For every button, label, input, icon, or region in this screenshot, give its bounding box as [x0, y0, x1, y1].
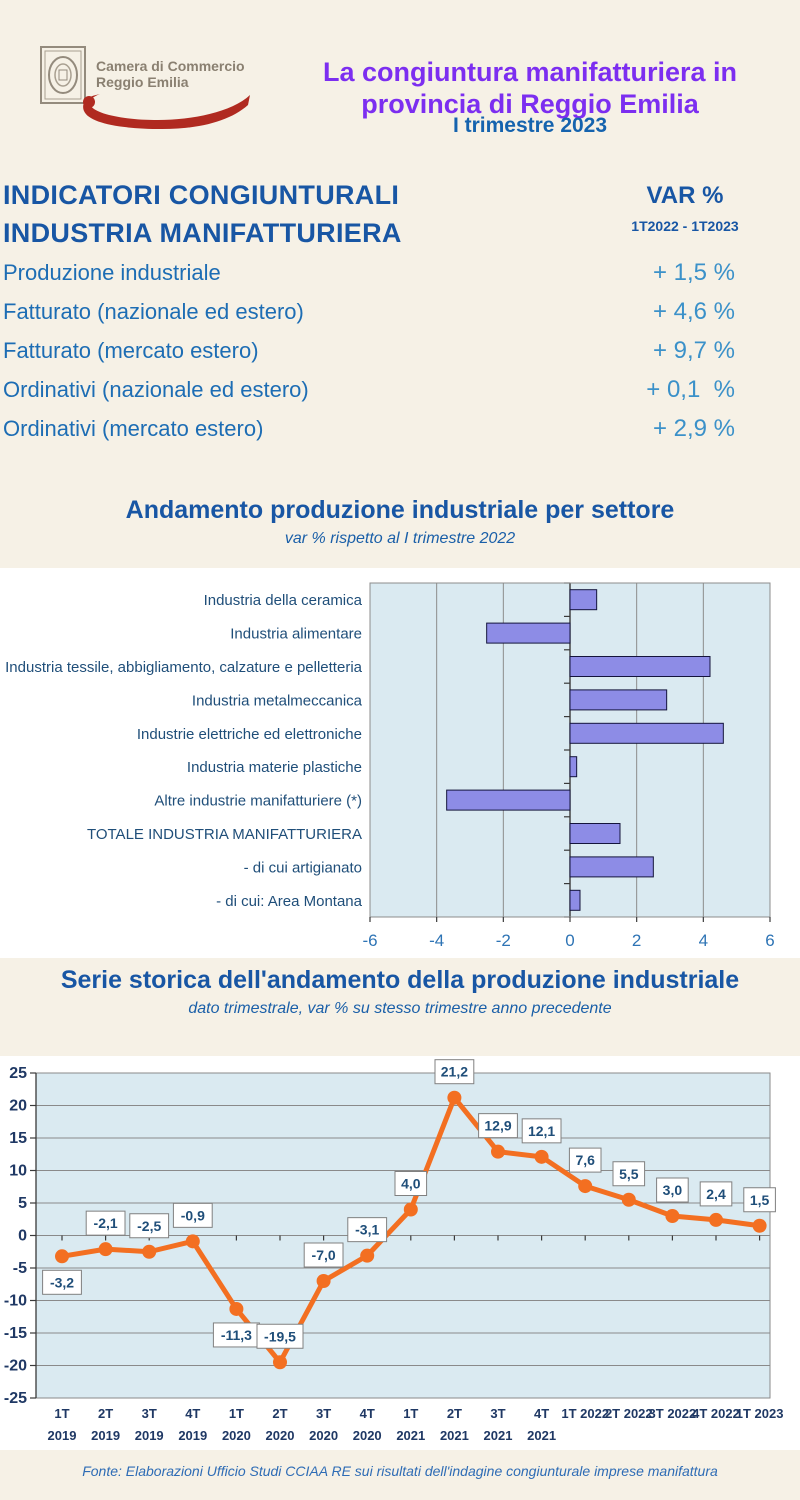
x-tick-label: 1T 2022	[561, 1406, 610, 1421]
history-line-chart-svg	[0, 1056, 800, 1450]
data-point-marker	[753, 1219, 767, 1233]
data-point-marker	[709, 1213, 723, 1227]
data-label: -2,5	[137, 1217, 162, 1234]
var-period-label: 1T2022 - 1T2023	[631, 218, 739, 234]
page-title-line2: provincia di Reggio Emilia	[361, 89, 699, 120]
data-point-marker	[404, 1203, 418, 1217]
x-tick-label: 0	[565, 931, 575, 950]
data-label: -3,2	[49, 1274, 75, 1291]
x-tick-label: 2019	[178, 1428, 208, 1443]
indicator-label: Ordinativi (nazionale ed estero)	[3, 377, 309, 402]
y-tick-label: -20	[3, 1357, 27, 1375]
x-tick-label: 2T	[272, 1406, 288, 1421]
y-tick-label: 20	[9, 1097, 27, 1115]
sector-bar	[570, 824, 620, 844]
y-tick-label: -25	[3, 1390, 27, 1407]
x-tick-label: 2020	[265, 1428, 295, 1443]
x-tick-label: -4	[429, 931, 445, 950]
indicator-row	[3, 298, 735, 337]
sector-bar	[570, 857, 653, 877]
source-footer: Fonte: Elaborazioni Ufficio Studi CCIAA RE sui risultati dell'indagine congiunturale imprese manifattura	[82, 1463, 718, 1479]
category-label: Industrie elettriche ed elettroniche	[136, 725, 362, 743]
indicators-heading-line2: INDUSTRIA MANIFATTURIERA	[3, 218, 402, 248]
logo-org-name	[96, 58, 245, 90]
page-title-line1: La congiuntura manifatturiera in	[322, 57, 738, 88]
sector-bar	[570, 690, 667, 710]
category-label: Altre industrie manifatturiere (*)	[154, 792, 362, 810]
indicator-row	[3, 337, 735, 376]
data-label: 7,6	[575, 1152, 595, 1169]
x-tick-label: -6	[362, 931, 378, 950]
indicators-heading	[3, 176, 402, 252]
y-tick-label: 0	[18, 1227, 27, 1245]
category-label: Industria metalmeccanica	[191, 692, 362, 710]
indicator-label: Fatturato (mercato estero)	[3, 338, 259, 363]
x-tick-label: 4T 2022	[692, 1406, 740, 1421]
data-point-marker	[186, 1234, 200, 1248]
period-subtitle: I trimestre 2023	[452, 114, 608, 137]
data-point-marker	[142, 1245, 156, 1259]
x-tick-label: -2	[495, 931, 511, 950]
data-point-marker	[273, 1355, 287, 1369]
y-tick-label: 15	[9, 1130, 27, 1147]
x-tick-label: 6	[765, 931, 775, 950]
sector-bar	[570, 757, 577, 777]
x-tick-label: 2020	[352, 1428, 382, 1443]
category-label: Industria alimentare	[230, 625, 362, 643]
x-tick-label: 2019	[134, 1428, 164, 1443]
x-tick-label: 2019	[91, 1428, 121, 1443]
data-point-marker	[535, 1150, 549, 1164]
y-tick-label: 10	[9, 1162, 27, 1180]
sector-bar	[570, 723, 723, 743]
indicator-label: Ordinativi (mercato estero)	[3, 416, 264, 441]
x-tick-label: 2020	[309, 1428, 339, 1443]
x-tick-label: 2T 2022	[604, 1406, 653, 1421]
var-percent-label: VAR %	[646, 182, 724, 209]
data-point-marker	[665, 1209, 679, 1223]
indicator-row	[3, 415, 735, 454]
indicator-row	[3, 259, 735, 298]
sector-bar	[487, 623, 570, 643]
x-tick-label: 4T	[359, 1406, 375, 1421]
page-title	[270, 56, 790, 120]
x-tick-label: 2021	[483, 1428, 513, 1443]
x-tick-label: 2021	[396, 1428, 426, 1443]
x-tick-label: 2021	[439, 1428, 469, 1443]
data-point-marker	[491, 1145, 505, 1159]
y-tick-label: -5	[12, 1260, 27, 1277]
indicator-value: + 4,6 %	[652, 298, 735, 325]
data-label: -7,0	[311, 1247, 336, 1263]
data-label: -0,9	[180, 1207, 205, 1224]
indicator-list	[3, 259, 735, 454]
data-label: 12,1	[527, 1122, 556, 1139]
sector-chart-title: Andamento produzione industriale per settore	[125, 496, 675, 524]
data-label: 12,9	[484, 1117, 512, 1134]
data-point-marker	[229, 1302, 243, 1316]
data-point-marker	[317, 1274, 331, 1288]
data-label: 1,5	[749, 1191, 770, 1208]
indicator-value: + 9,7 %	[652, 337, 735, 364]
category-label: - di cui artigianato	[243, 859, 362, 877]
sector-bar	[570, 890, 580, 910]
indicators-heading-line1: INDICATORI CONGIUNTURALI	[3, 180, 400, 210]
data-point-marker	[578, 1179, 592, 1193]
history-chart-subtitle: dato trimestrale, var % su stesso trimestre anno precedente	[188, 1000, 612, 1017]
x-tick-label: 1T	[228, 1406, 244, 1421]
logo-swoosh-icon	[80, 92, 252, 130]
x-tick-label: 2T	[98, 1406, 114, 1421]
x-tick-label: 1T	[403, 1406, 419, 1421]
category-label: Industria tessile, abbigliamento, calzature e pelletteria	[5, 659, 362, 676]
data-label: 4,0	[401, 1175, 421, 1192]
data-label: 5,5	[619, 1165, 639, 1182]
category-label: - di cui: Area Montana	[216, 892, 362, 910]
logo-org-line2: Reggio Emilia	[96, 74, 189, 90]
data-point-marker	[55, 1249, 69, 1263]
data-label: -19,5	[264, 1328, 296, 1345]
x-tick-label: 1T	[54, 1406, 70, 1421]
category-label: Industria della ceramica	[203, 592, 362, 610]
y-tick-label: -15	[3, 1325, 27, 1342]
x-tick-label: 3T	[141, 1406, 157, 1421]
data-label: -11,3	[220, 1326, 252, 1343]
indicator-row	[3, 376, 735, 415]
category-label: TOTALE INDUSTRIA MANIFATTURIERA	[86, 826, 362, 843]
history-chart-title: Serie storica dell'andamento della produzione industriale	[60, 966, 740, 994]
x-tick-label: 2019	[47, 1428, 77, 1443]
indicator-value: + 1,5 %	[652, 259, 735, 286]
data-label: 2,4	[706, 1185, 726, 1202]
data-label: -3,1	[355, 1221, 380, 1238]
x-tick-label: 4	[698, 931, 709, 950]
history-line-chart	[0, 1056, 800, 1450]
category-label: Industria materie plastiche	[186, 759, 362, 777]
y-tick-label: -10	[3, 1292, 27, 1310]
x-tick-label: 3T 2022	[648, 1406, 697, 1421]
x-tick-label: 2021	[527, 1428, 557, 1443]
x-tick-label: 2020	[221, 1428, 251, 1443]
sector-bar	[570, 590, 597, 610]
data-label: -2,1	[93, 1215, 118, 1232]
x-tick-label: 3T	[490, 1406, 506, 1421]
sector-bar-chart	[0, 568, 800, 958]
data-label: 21,2	[440, 1063, 469, 1080]
data-point-marker	[99, 1242, 113, 1256]
indicator-label: Fatturato (nazionale ed estero)	[3, 299, 304, 324]
x-tick-label: 2T	[446, 1406, 462, 1421]
indicator-value: + 0,1 %	[646, 376, 735, 403]
x-tick-label: 1T 2023	[735, 1406, 784, 1421]
indicator-value: + 2,9 %	[652, 415, 735, 442]
logo-org-line1: Camera di Commercio	[96, 58, 245, 74]
sector-bar-chart-svg	[0, 568, 800, 958]
indicator-label: Produzione industriale	[3, 260, 221, 285]
data-label: 3,0	[662, 1182, 683, 1198]
x-tick-label: 2	[631, 931, 642, 950]
y-tick-label: 25	[9, 1065, 27, 1082]
sector-chart-subtitle: var % rispetto al I trimestre 2022	[284, 530, 516, 547]
var-percent-header	[602, 182, 768, 234]
data-point-marker	[360, 1249, 374, 1263]
x-tick-label: 4T	[185, 1406, 201, 1421]
logo	[36, 42, 266, 126]
data-point-marker	[447, 1091, 461, 1105]
y-tick-label: 5	[18, 1195, 27, 1212]
x-tick-label: 3T	[316, 1406, 332, 1421]
data-point-marker	[622, 1193, 636, 1207]
sector-bar	[570, 657, 710, 677]
sector-bar	[447, 790, 570, 810]
x-tick-label: 4T	[534, 1406, 550, 1421]
